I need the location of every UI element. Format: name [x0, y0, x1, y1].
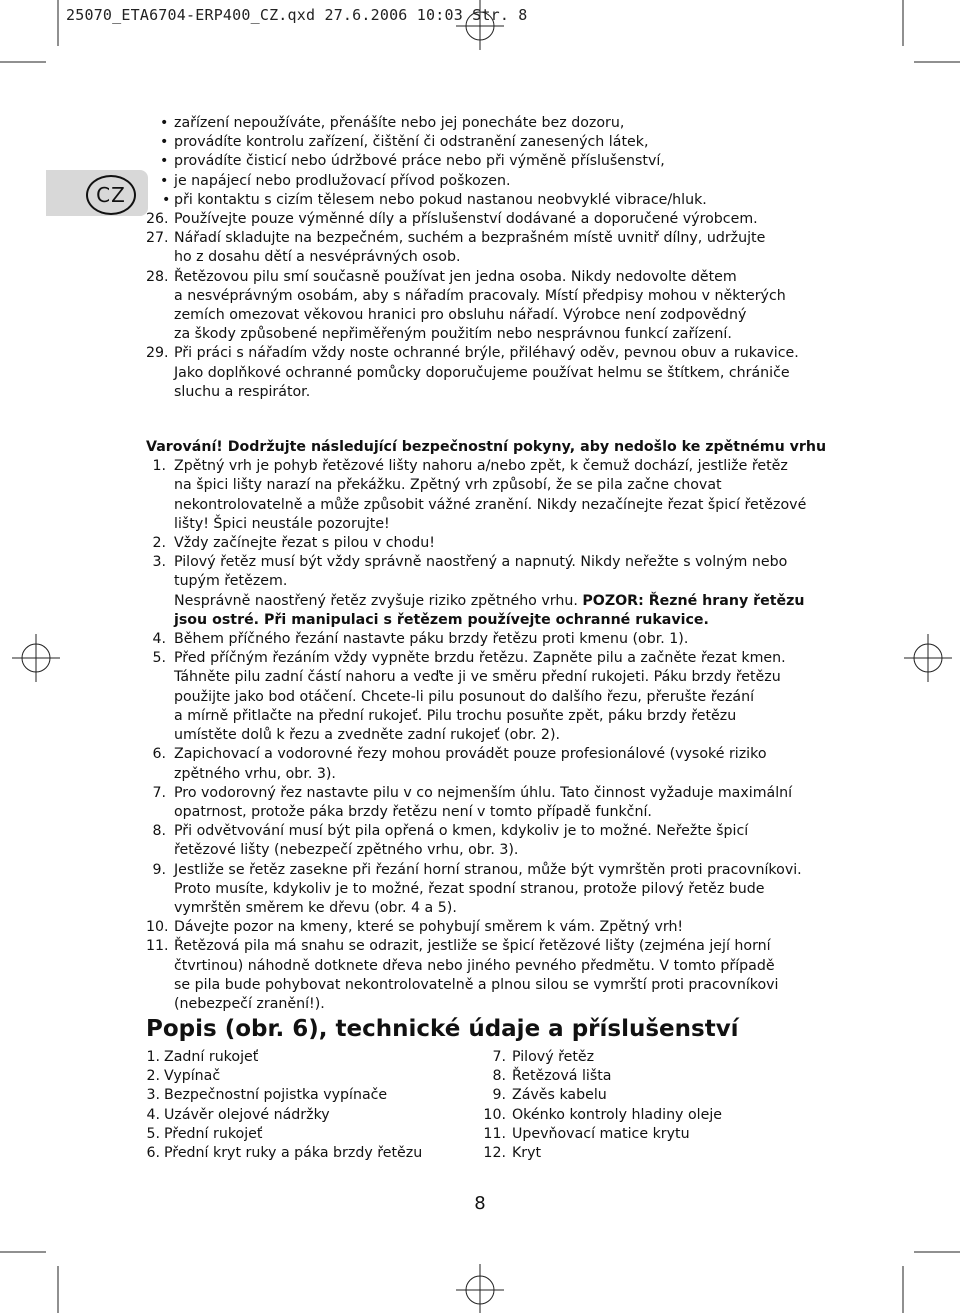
list-item: 7. Pilový řetěz [492, 1049, 595, 1065]
list-item: 6. Přední kryt ruky a páka brzdy řetězu [146, 1145, 423, 1162]
section-heading: Popis (obr. 6), technické údaje a příslušenství [146, 1016, 739, 1042]
list-item: 8. Řetězová lišta [492, 1068, 612, 1085]
language-badge: CZ [86, 175, 136, 215]
list-item: 1. Zadní rukojeť [146, 1049, 259, 1065]
kickback-item-4: 4. Během příčného řezání nastavte páku brzdy řetězu proti kmenu (obr. 1). [152, 631, 689, 648]
kickback-item-7: 7. Pro vodorovný řez nastavte pilu v co nejmenším úhlu. Tato činnost vyžaduje maximální opatrnost, protože páka brzdy řetězu není v tomto případě funkční. [152, 784, 793, 820]
bullet-item: • je napájecí nebo prodlužovací přívod poškozen. [160, 172, 511, 189]
list-item: 12. Kryt [483, 1145, 542, 1162]
list-item: 11. Upevňovací matice krytu [483, 1125, 690, 1142]
bullet-item: • při kontaktu s cizím tělesem nebo pokud nastanou neobvyklé vibrace/hluk. [162, 191, 707, 208]
kickback-item-5: 5. Před příčným řezáním vždy vypněte brzdu řetězu. Zapněte pilu a začněte řezat kmen. Táhněte pilu zadní částí nahoru a veďte ji ve směru přední rukojeti. Páku brzdy řetězu použijte jako bod otáčení. Chcete-li pilu posunout do dalšího řezu, přerušte řezání a mírně přitlačte na přední rukojeť. Pilu trochu posuňte zpět, páku brzdy řetězu umístěte dolů k řezu a zvedněte zadní rukojeť (obr. 2). [152, 650, 786, 744]
kickback-item-10: 10. Dávejte pozor na kmeny, které se pohybují směrem k vám. Zpětný vrh! [146, 919, 684, 936]
list-item: 2. Vypínač [146, 1068, 221, 1085]
kickback-item-6: 6. Zapichovací a vodorovné řezy mohou provádět pouze profesionálové (vysoké riziko zpětného vrhu, obr. 3). [152, 746, 767, 782]
kickback-item-8: 8. Při odvětvování musí být pila opřená o kmen, kdykoliv je to možné. Neřežte špicí řetězové lišty (nebezpečí zpětného vrhu, obr. 3). [152, 823, 749, 859]
rule-27: 27. Nářadí skladujte na bezpečném, suchém a bezprašném místě uvnitř dílny, udržujte ho z dosahu dětí a nesvéprávných osob. [146, 230, 766, 266]
kickback-item-2: 2. Vždy začínejte řezat s pilou v chodu! [152, 535, 435, 552]
rule-29: 29. Při práci s nářadím vždy noste ochranné brýle, přiléhavý oděv, pevnou obuv a rukavice. Jako doplňkové ochranné pomůcky doporučujeme používat helmu se štítkem, chrániče sluchu a respirátor. [146, 345, 799, 400]
kickback-item-9: 9. Jestliže se řetěz zasekne při řezání horní stranou, může být vymrštěn proti pracovníkovi. Proto musíte, kdykoliv je to možné, řezat spodní stranou, protože pilový řetěz bude vymrštěn směrem ke dřevu (obr. 4 a 5). [152, 861, 802, 916]
rule-28: 28. Řetězovou pilu smí současně používat jen jedna osoba. Nikdy nedovolte dětem a nesvéprávným osobám, aby s nářadím pracovaly. Místí předpisy mohou v některých zemích omezovat věkovou hranici pro obsluhu nářadí. Výrobce není zodpovědný za škody způsobené nepřiměřeným použitím nebo nesprávnou funkcí zařízení. [146, 268, 786, 343]
kickback-item-1: 1. Zpětný vrh je pohyb řetězové lišty nahoru a/nebo zpět, k čemuž dochází, jestliže řetěz na špici lišty narazí na překážku. Zpětný vrh způsobí, že se pila začne chovat nekontrolovatelně a může způsobit vážné zranění. Nikdy nezačínejte řezat špicí řetězové lišty! Špici neustále pozorujte! [152, 458, 807, 532]
list-item: 4. Uzávěr olejové nádržky [146, 1106, 330, 1123]
list-item: 10. Okénko kontroly hladiny oleje [483, 1106, 722, 1123]
parts-column-left [146, 1048, 476, 1163]
safety-instructions [146, 114, 846, 1014]
list-item: 5. Přední rukojeť [146, 1125, 263, 1142]
page-number: 8 [474, 1193, 486, 1214]
bullet-item: • provádíte kontrolu zařízení, čištění či odstranění zanesených látek, [160, 134, 649, 151]
bullet-item: • zařízení nepoužíváte, přenášíte nebo jej ponecháte bez dozoru, [160, 115, 625, 131]
list-item: 3. Bezpečnostní pojistka vypínače [146, 1087, 388, 1104]
list-item: 9. Závěs kabelu [492, 1087, 607, 1104]
kickback-item-3: 3. Pilový řetěz musí být vždy správně naostřený a napnutý. Nikdy neřežte s volným nebo tupým řetězem. Nesprávně naostřený řetěz zvyšuje riziko zpětného vrhu. POZOR: Řezné hrany řetězu jsou ostré. Při manipulaci s řetězem používejte ochranné rukavice. [152, 554, 805, 628]
warning-title: Varování! Dodržujte následující bezpečnostní pokyny, aby nedošlo ke zpětnému vrhu [146, 439, 827, 456]
print-slug: 25070_ETA6704-ERP400_CZ.qxd 27.6.2006 10:03 Str. 8 [66, 6, 528, 24]
parts-column-right [482, 1048, 802, 1163]
kickback-item-11: 11. Řetězová pila má snahu se odrazit, jestliže se špicí řetězové lišty (zejména její horní čtvrtinou) náhodně dotknete dřeva nebo jiného pevného předmětu. V tomto případě se pila bude pohybovat nekontrolovatelně a plnou silou se vymrští proti pracovníkovi (nebezpečí zranění!). [146, 938, 779, 1012]
rule-26: 26. Používejte pouze výměnné díly a příslušenství dodávané a doporučené výrobcem. [146, 211, 758, 228]
bullet-item: • provádíte čisticí nebo údržbové práce nebo při výměně příslušenství, [160, 153, 665, 170]
